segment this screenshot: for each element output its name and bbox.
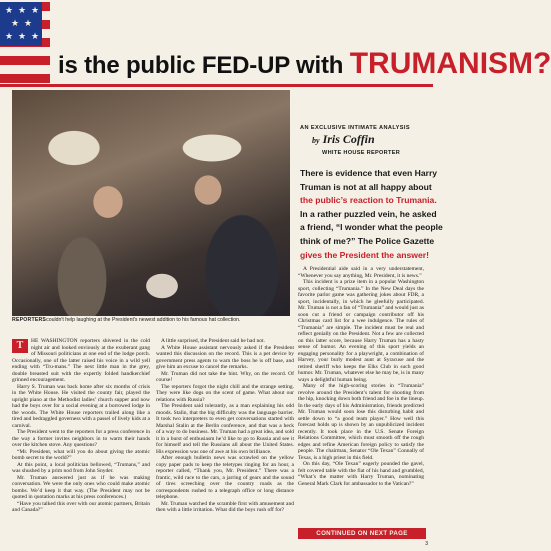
article-paragraph: HE WASHINGTON reporters shivered in the cold night air and looked enviously at the exuberant gang of Missouri politicians at one end of the lodge porch. Occasionally, one of the latter raised his voice in a wild yell ending with “Tru-mans.” The next little man in the grey, double breasted suit with the expertly folded handkerchief grinned encouragement. [12, 338, 150, 383]
headline-prefix: is the public FED-UP with [58, 52, 344, 79]
article-paragraph: After enough bulletin news was scrawled on the yellow copy paper pads to keep the teletypes ringing for an hour, a reporter called, “Thank you, Mr. President.” There was a frantic, wild race to the cars, a jarring of gears and the sound of tires screeching over the country roads as the correspondents rushed to a telegraph office or long distance telephone. [156, 455, 294, 500]
article-column-2 [156, 338, 294, 543]
article-paragraph: At this point, a local politician bellowed, “Trumans,” and was shushed by a prim nod from John Snyder. [12, 461, 150, 474]
page-number: 3 [425, 541, 428, 547]
pull-quote-line: a friend, “I wonder what the people [300, 222, 443, 233]
headline-accent: TRUMANISM? [349, 47, 551, 80]
pull-quote-line: the public’s reaction to Trumania. [300, 195, 437, 206]
article-paragraph: Harry S. Truman was back home after six months of crisis in the White House. He visited the county fair, played the upright piano at the Methodist ladies’ church supper and now had the boys over for a social evening at a borrowed lodge in the woods. The White House reporters trailed along like a tired and bedraggled governess with a passel of lively kids at a carnival. [12, 383, 150, 429]
article-paragraph: The reporters forgot the night chill and the strange setting. They were like dogs on the scent of game. What about our relations with Russia? [156, 383, 294, 403]
star-icon: ★ [5, 32, 14, 42]
press-conference-photo [12, 90, 290, 316]
article-paragraph: Many of the high-scoring stories in “Trumania” revolve around the President’s talent for shooting from the hip, knocking down both friend and foe in the lineup. In the early days of his Administration, friends predicted Mr. Truman would soon lose this disturbing habit and settle down to “a good team player.” How well this forecast holds up is shown by an unpublicized incident recently. It took place in the U.S. Senate Foreign Relations Committee, which must smooth off the rough edges and refine American foreign policy to satisfy the people. The chairman, Senator “Ole Texan” Connally of Texas, is a high priest in this field. [298, 383, 424, 461]
flag-canton-graphic [0, 2, 42, 46]
article-paragraph: On this day, “Ole Texan” eagerly pounded the gavel, felt covered table with the flat of his hand and grumbled, “What’s the matter with Harry Truman, nominating General Mark Clark for ambassador to the Vatican?” [298, 461, 424, 487]
pull-quote-line: gives the President the answer! [300, 249, 429, 260]
pull-quote [300, 167, 443, 262]
star-icon: ★ [5, 6, 14, 16]
article-paragraph: “Have you talked this over with our atomic partners, Britain and Canada?” [12, 500, 150, 513]
photo-caption [12, 317, 302, 324]
caption-text: couldn't help laughing at the President's newest addition to his famous hat collection. [46, 317, 241, 323]
article-paragraph: Mr. Truman did not take the hint. Why, on the record. Of course! [156, 370, 294, 383]
caption-lead: REPORTERS [12, 317, 47, 323]
article-paragraph: A little surprised, the President said he had not. [161, 338, 265, 344]
pull-quote-line: There is evidence that even Harry [300, 168, 438, 178]
pull-quote-line: In a rather puzzled vein, he asked [300, 208, 437, 219]
headline-rule [0, 84, 433, 87]
byline-by: by [312, 136, 320, 145]
article-paragraph: Mr. Truman watched the scramble first with amusement and then with a little irritation. What did the boys rush off for? [156, 500, 294, 513]
article-paragraph: This incident is a prize item in a popular Washington sport, collecting “Trumania.” In the New Deal days the favorite parlor game was gathering jokes about FDR, a sport, incidentally, in which he gleefully participated. Mr. Truman is not a fan of “Trumania” and would just as soon cut a friend or campaign contributor off his Christmas card list for a wee indulgence. The rules of “Trumania” are simple. The incident must be real and reflect genially on the President. Not a few are collected on this latter score, because Harry Truman has a hasty sense of humor. An evening of this sport yields an engaging personality for a playwright, a combination of Harvey, your burly modest aunt at Syracuse and the retired sheriff who keeps the Elks Club in such good humor. Mr. Truman, whatever else he may be, is in many ways a delightful human being. [298, 279, 424, 383]
star-icon: ★ [11, 19, 20, 29]
article-paragraph: A Presidential aide said in a very understatement, “Whenever you say anything, Mr. President, it is news.” [298, 266, 424, 279]
article-paragraph: The President went to the reporters for a press conference in the way a former invites neighbors in to warm their hands over the kitchen stove. Any questions? [12, 429, 150, 448]
star-icon: ★ [31, 32, 40, 42]
article-paragraph: A White House assistant nervously asked if the President wanted this discussion on the record. This is a pet device by government press agents to warn the boss he is off base, and give him an excuse to cancel the remarks. [156, 344, 294, 370]
article-column-3 [298, 266, 424, 524]
continued-banner[interactable]: CONTINUED ON NEXT PAGE [298, 528, 426, 539]
byline-kicker: AN EXCLUSIVE INTIMATE ANALYSIS [300, 125, 411, 131]
star-icon: ★ [18, 6, 27, 16]
article-column-1 [12, 338, 150, 543]
star-icon: ★ [18, 32, 27, 42]
pull-quote-line: think of me?” The Police Gazette [300, 235, 435, 246]
star-icon: ★ [31, 6, 40, 16]
star-icon: ★ [24, 19, 33, 29]
article-paragraph: Mr. Truman answered just as if he was making conversation. We were the only ones who could make atomic bombs. We’d keep it that way. (The President may not be quoted in quotation marks at his press conferences.) [12, 474, 150, 500]
byline [312, 131, 422, 149]
article-paragraph: The President said tolerantly, as a man explaining his odd moods. Stalin, that the big difficulty was the language barrier. It took two interpreters to even get conversations started with Marshal Stalin at the Berlin conference, and that was a heck of a way to do business. Mr. Truman had a great idea, and sold it in a burst of enthusiasm he’d like to go to Russia and see it for himself and tell the Russians all about the United States. His expression was one of awe at his own brilliance. [156, 403, 294, 455]
pull-quote-line: Truman is not at all happy about [300, 181, 432, 192]
article-headline [58, 47, 551, 81]
article-paragraph: “Mr. President, what will you do about giving the atomic bomb secret to the world?” [12, 448, 150, 461]
byline-role: WHITE HOUSE REPORTER [322, 150, 401, 156]
byline-author: Iris Coffin [322, 132, 375, 146]
drop-cap: T [12, 339, 28, 353]
